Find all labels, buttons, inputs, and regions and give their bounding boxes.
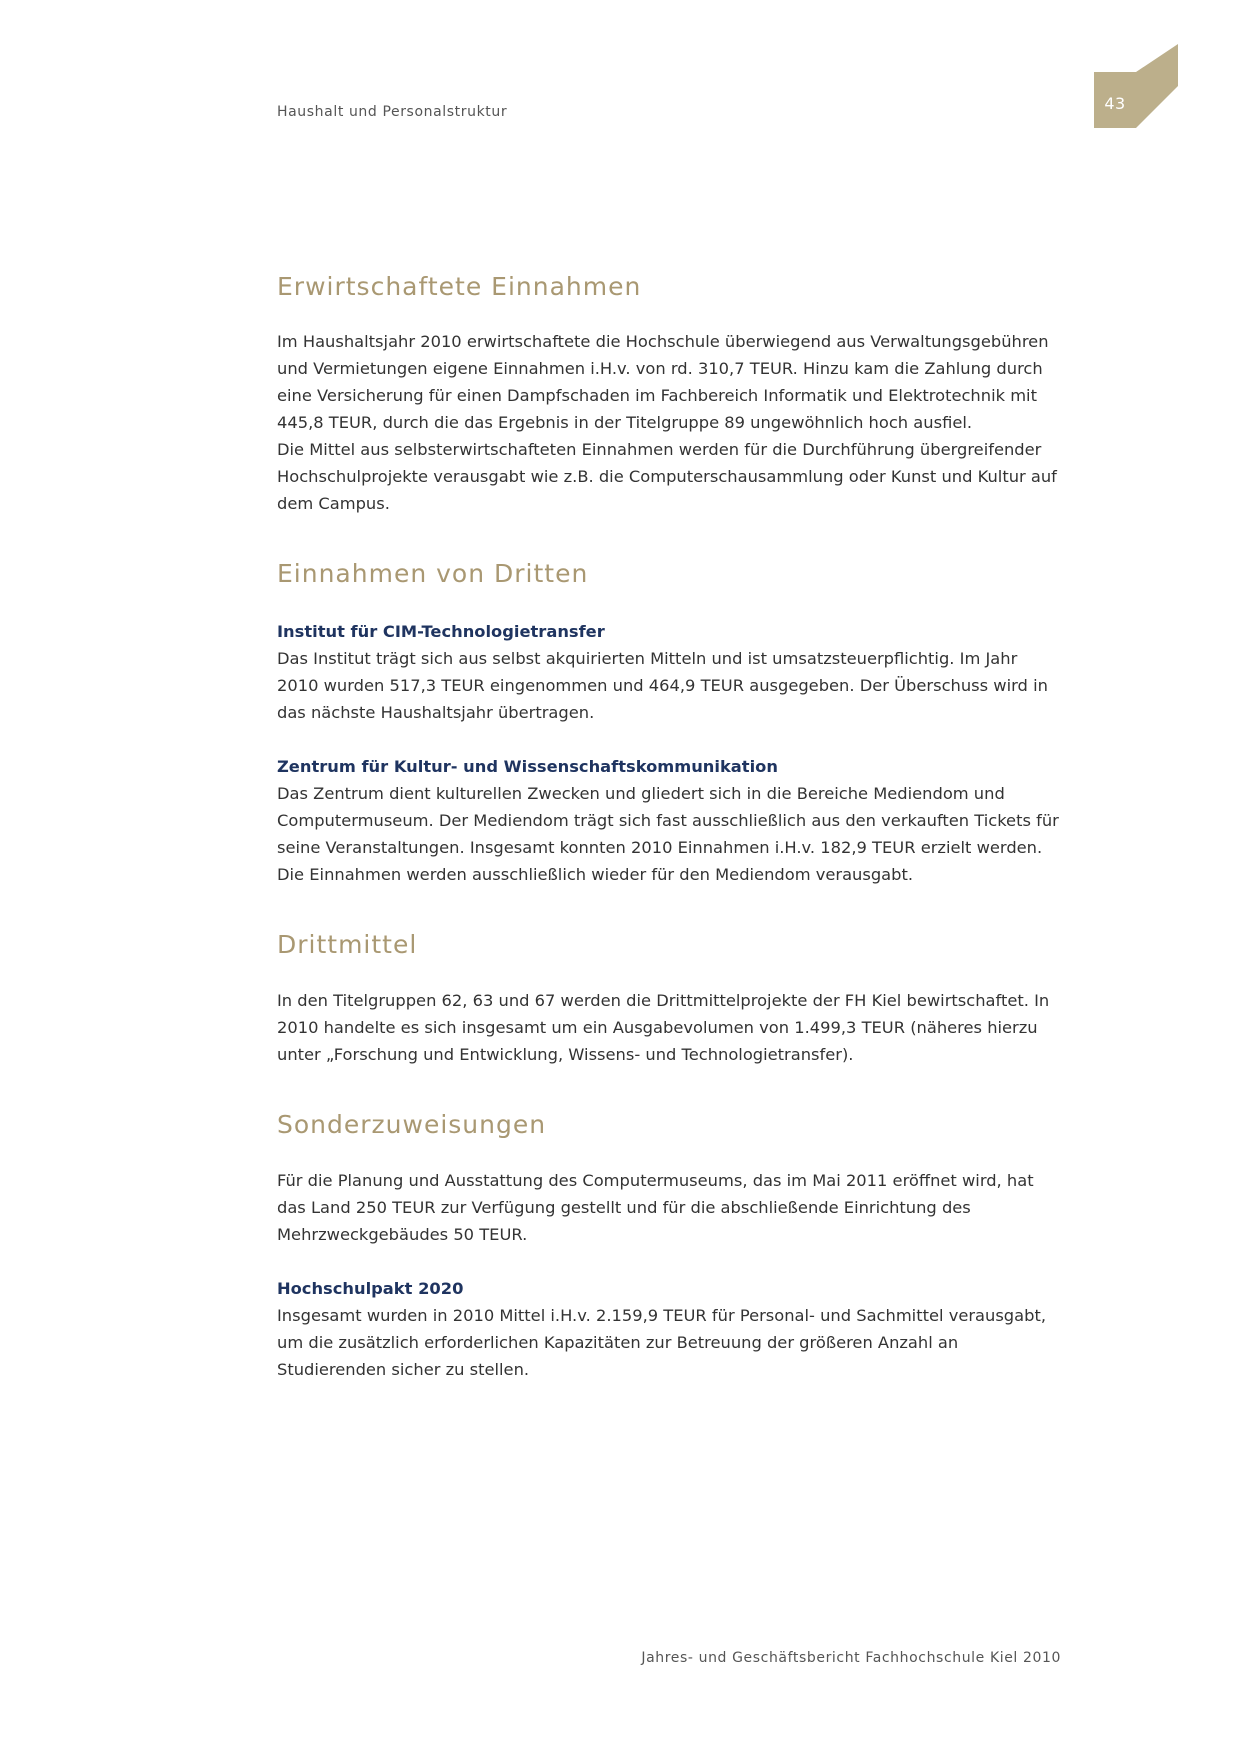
paragraph: Das Institut trägt sich aus selbst akquirierten Mitteln und ist umsatzsteuerpflichtig. Im Jahr 2010 wurden 517,3 TEUR eingenommen und 464,9 TEUR ausgegeben. Der Überschuss wird in das nächste Haushaltsjahr übertragen. <box>277 649 1048 722</box>
page-footer: Jahres- und Geschäftsbericht Fachhochschule Kiel 2010 <box>641 1650 1061 1666</box>
paragraph: Die Mittel aus selbsterwirtschafteten Einnahmen werden für die Durchführung übergreifender Hochschulprojekte verausgabt wie z.B. die Computerschausammlung oder Kunst und Kultur auf dem Campus. <box>277 440 1057 513</box>
subsection-heading: Hochschulpakt 2020 <box>277 1279 464 1298</box>
page-number-tab <box>1094 44 1178 128</box>
subsection-heading: Institut für CIM-Technologietransfer <box>277 622 605 641</box>
page-number: 43 <box>1104 94 1126 113</box>
section-title: Sonderzuweisungen <box>277 1110 547 1139</box>
paragraph: Das Zentrum dient kulturellen Zwecken und gliedert sich in die Bereiche Mediendom und Computermuseum. Der Mediendom trägt sich fast ausschließlich aus den verkauften Tickets für seine Veranstaltungen. Insgesamt konnten 2010 Einnahmen i.H.v. 182,9 TEUR erzielt werden. Die Einnahmen werden ausschließlich wieder für den Mediendom verausgabt. <box>277 784 1059 884</box>
paragraph: Für die Planung und Ausstattung des Computermuseums, das im Mai 2011 eröffnet wird, hat das Land 250 TEUR zur Verfügung gestellt und für die abschließende Einrichtung des Mehrzweckgebäudes 50 TEUR. <box>277 1171 1034 1244</box>
section-drittmittel <box>277 928 1063 1068</box>
section-einnahmen-von-dritten <box>277 557 1063 888</box>
section-sonderzuweisungen <box>277 1108 1063 1383</box>
section-title: Drittmittel <box>277 930 418 959</box>
paragraph: Insgesamt wurden in 2010 Mittel i.H.v. 2.159,9 TEUR für Personal- und Sachmittel verausgabt, um die zusätzlich erforderlichen Kapazitäten zur Betreuung der größeren Anzahl an Studierenden sicher zu stellen. <box>277 1306 1047 1379</box>
section-title: Einnahmen von Dritten <box>277 559 589 588</box>
main-content <box>277 270 1063 1383</box>
paragraph: In den Titelgruppen 62, 63 und 67 werden die Drittmittelprojekte der FH Kiel bewirtschaftet. In 2010 handelte es sich insgesamt um ein Ausgabevolumen von 1.499,3 TEUR (näheres hierzu unter „Forschung und Entwicklung, Wissens- und Technologietransfer). <box>277 991 1050 1064</box>
section-title: Erwirtschaftete Einnahmen <box>277 272 642 301</box>
subsection-heading: Zentrum für Kultur- und Wissenschaftskommunikation <box>277 757 778 776</box>
section-erwirtschaftete-einnahmen <box>277 270 1063 517</box>
page-number-tab-shape <box>1094 44 1178 128</box>
paragraph: Im Haushaltsjahr 2010 erwirtschaftete die Hochschule überwiegend aus Verwaltungsgebühren und Vermietungen eigene Einnahmen i.H.v. von rd. 310,7 TEUR. Hinzu kam die Zahlung durch eine Versicherung für einen Dampfschaden im Fachbereich Informatik und Elektrotechnik mit 445,8 TEUR, durch die das Ergebnis in der Titelgruppe 89 ungewöhnlich hoch ausfiel. <box>277 332 1049 432</box>
running-header: Haushalt und Personalstruktur <box>277 104 508 120</box>
